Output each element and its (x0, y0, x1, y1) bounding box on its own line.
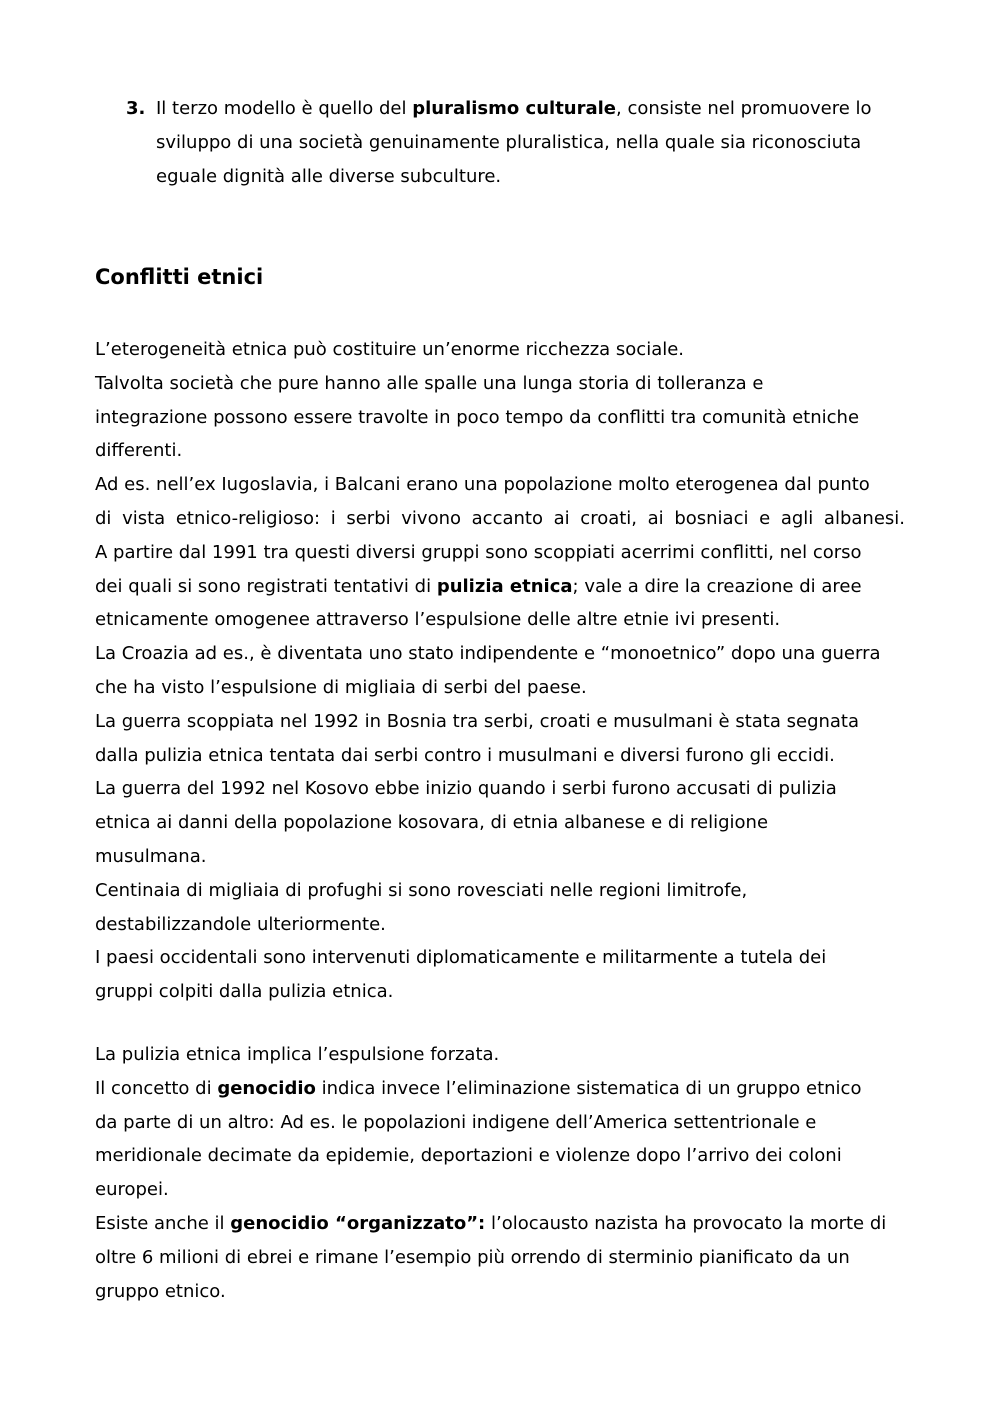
text-line: La Croazia ad es., è diventata uno stato indipendente e “monoetnico” dopo una guerra (95, 643, 881, 665)
list-line-2: sviluppo di una società genuinamente pluralistica, nella quale sia riconosciuta (156, 132, 862, 153)
text-segment: Esiste anche il (95, 1212, 231, 1234)
text-segment: ; vale a dire la creazione di aree (572, 575, 862, 597)
text-line: etnicamente omogenee attraverso l’espulsione delle altre etnie ivi presenti. (95, 609, 781, 631)
text-segment: dei quali si sono registrati tentativi di (95, 575, 437, 597)
bold-term-genocidio: genocidio (217, 1077, 316, 1099)
list-line-1-text-end: , consiste nel promuovere lo (616, 98, 872, 119)
text-line: oltre 6 milioni di ebrei e rimane l’esempio più orrendo di sterminio pianificato da un (95, 1246, 850, 1268)
text-line: dalla pulizia etnica tentata dai serbi contro i musulmani e diversi furono gli eccidi. (95, 744, 835, 766)
text-line: etnica ai danni della popolazione kosovara, di etnia albanese e di religione (95, 812, 769, 834)
bold-term-pluralismo-culturale: pluralismo culturale (412, 98, 617, 119)
text-line (95, 1072, 905, 1106)
text-line: L’eterogeneità etnica può costituire un’enorme ricchezza sociale. (95, 339, 685, 360)
list-line-1-text: Il terzo modello è quello del (156, 98, 413, 119)
text-segment: indica invece l’eliminazione sistematica di un gruppo etnico (315, 1077, 862, 1099)
text-line: europei. (95, 1179, 169, 1201)
text-segment: l’olocausto nazista ha provocato la morte di (485, 1212, 887, 1234)
paragraph-block-2 (95, 1038, 905, 1308)
section-heading: Conflitti etnici (95, 265, 264, 289)
list-line-3: eguale dignità alle diverse subculture. (156, 166, 502, 187)
list-number: 3. (126, 98, 146, 119)
text-line: La pulizia etnica implica l’espulsione forzata. (95, 1044, 500, 1065)
text-line: gruppo etnico. (95, 1280, 226, 1302)
text-line: La guerra del 1992 nel Kosovo ebbe inizio quando i serbi furono accusati di pulizia (95, 778, 837, 800)
text-line: differenti. (95, 440, 183, 462)
text-line: Centinaia di migliaia di profughi si sono rovesciati nelle regioni limitrofe, (95, 879, 748, 901)
text-line: A partire dal 1991 tra questi diversi gruppi sono scoppiati acerrimi conflitti, nel corso (95, 541, 862, 563)
text-line: meridionale decimate da epidemie, deportazioni e violenze dopo l’arrivo dei coloni (95, 1145, 842, 1167)
bold-term-pulizia-etnica: pulizia etnica (436, 575, 573, 597)
text-line (95, 570, 905, 604)
text-line: di vista etnico-religioso: i serbi vivono accanto ai croati, ai bosniaci e agli albanesi. (95, 507, 905, 529)
paragraph-block-1 (95, 333, 905, 1009)
bold-term-genocidio-organizzato: genocidio “organizzato”: (230, 1212, 486, 1234)
text-line: La guerra scoppiata nel 1992 in Bosnia tra serbi, croati e musulmani è stata segnata (95, 710, 860, 732)
text-line: gruppi colpiti dalla pulizia etnica. (95, 981, 394, 1003)
text-line: I paesi occidentali sono intervenuti diplomaticamente e militarmente a tutela dei (95, 947, 827, 969)
text-line: musulmana. (95, 845, 207, 867)
text-line (95, 1207, 905, 1241)
text-line: che ha visto l’espulsione di migliaia di serbi del paese. (95, 676, 587, 698)
text-line: integrazione possono essere travolte in poco tempo da conflitti tra comunità etniche (95, 406, 860, 428)
list-line-1 (156, 92, 906, 126)
text-line: da parte di un altro: Ad es. le popolazioni indigene dell’America settentrionale e (95, 1111, 817, 1133)
list-item-text (156, 92, 906, 194)
text-segment: Il concetto di (95, 1077, 218, 1099)
numbered-list-item (126, 92, 906, 194)
text-line: destabilizzandole ulteriormente. (95, 913, 386, 935)
text-line: Talvolta società che pure hanno alle spalle una lunga storia di tolleranza e (95, 372, 764, 394)
text-line: Ad es. nell’ex Iugoslavia, i Balcani erano una popolazione molto eterogenea dal punto (95, 474, 870, 496)
